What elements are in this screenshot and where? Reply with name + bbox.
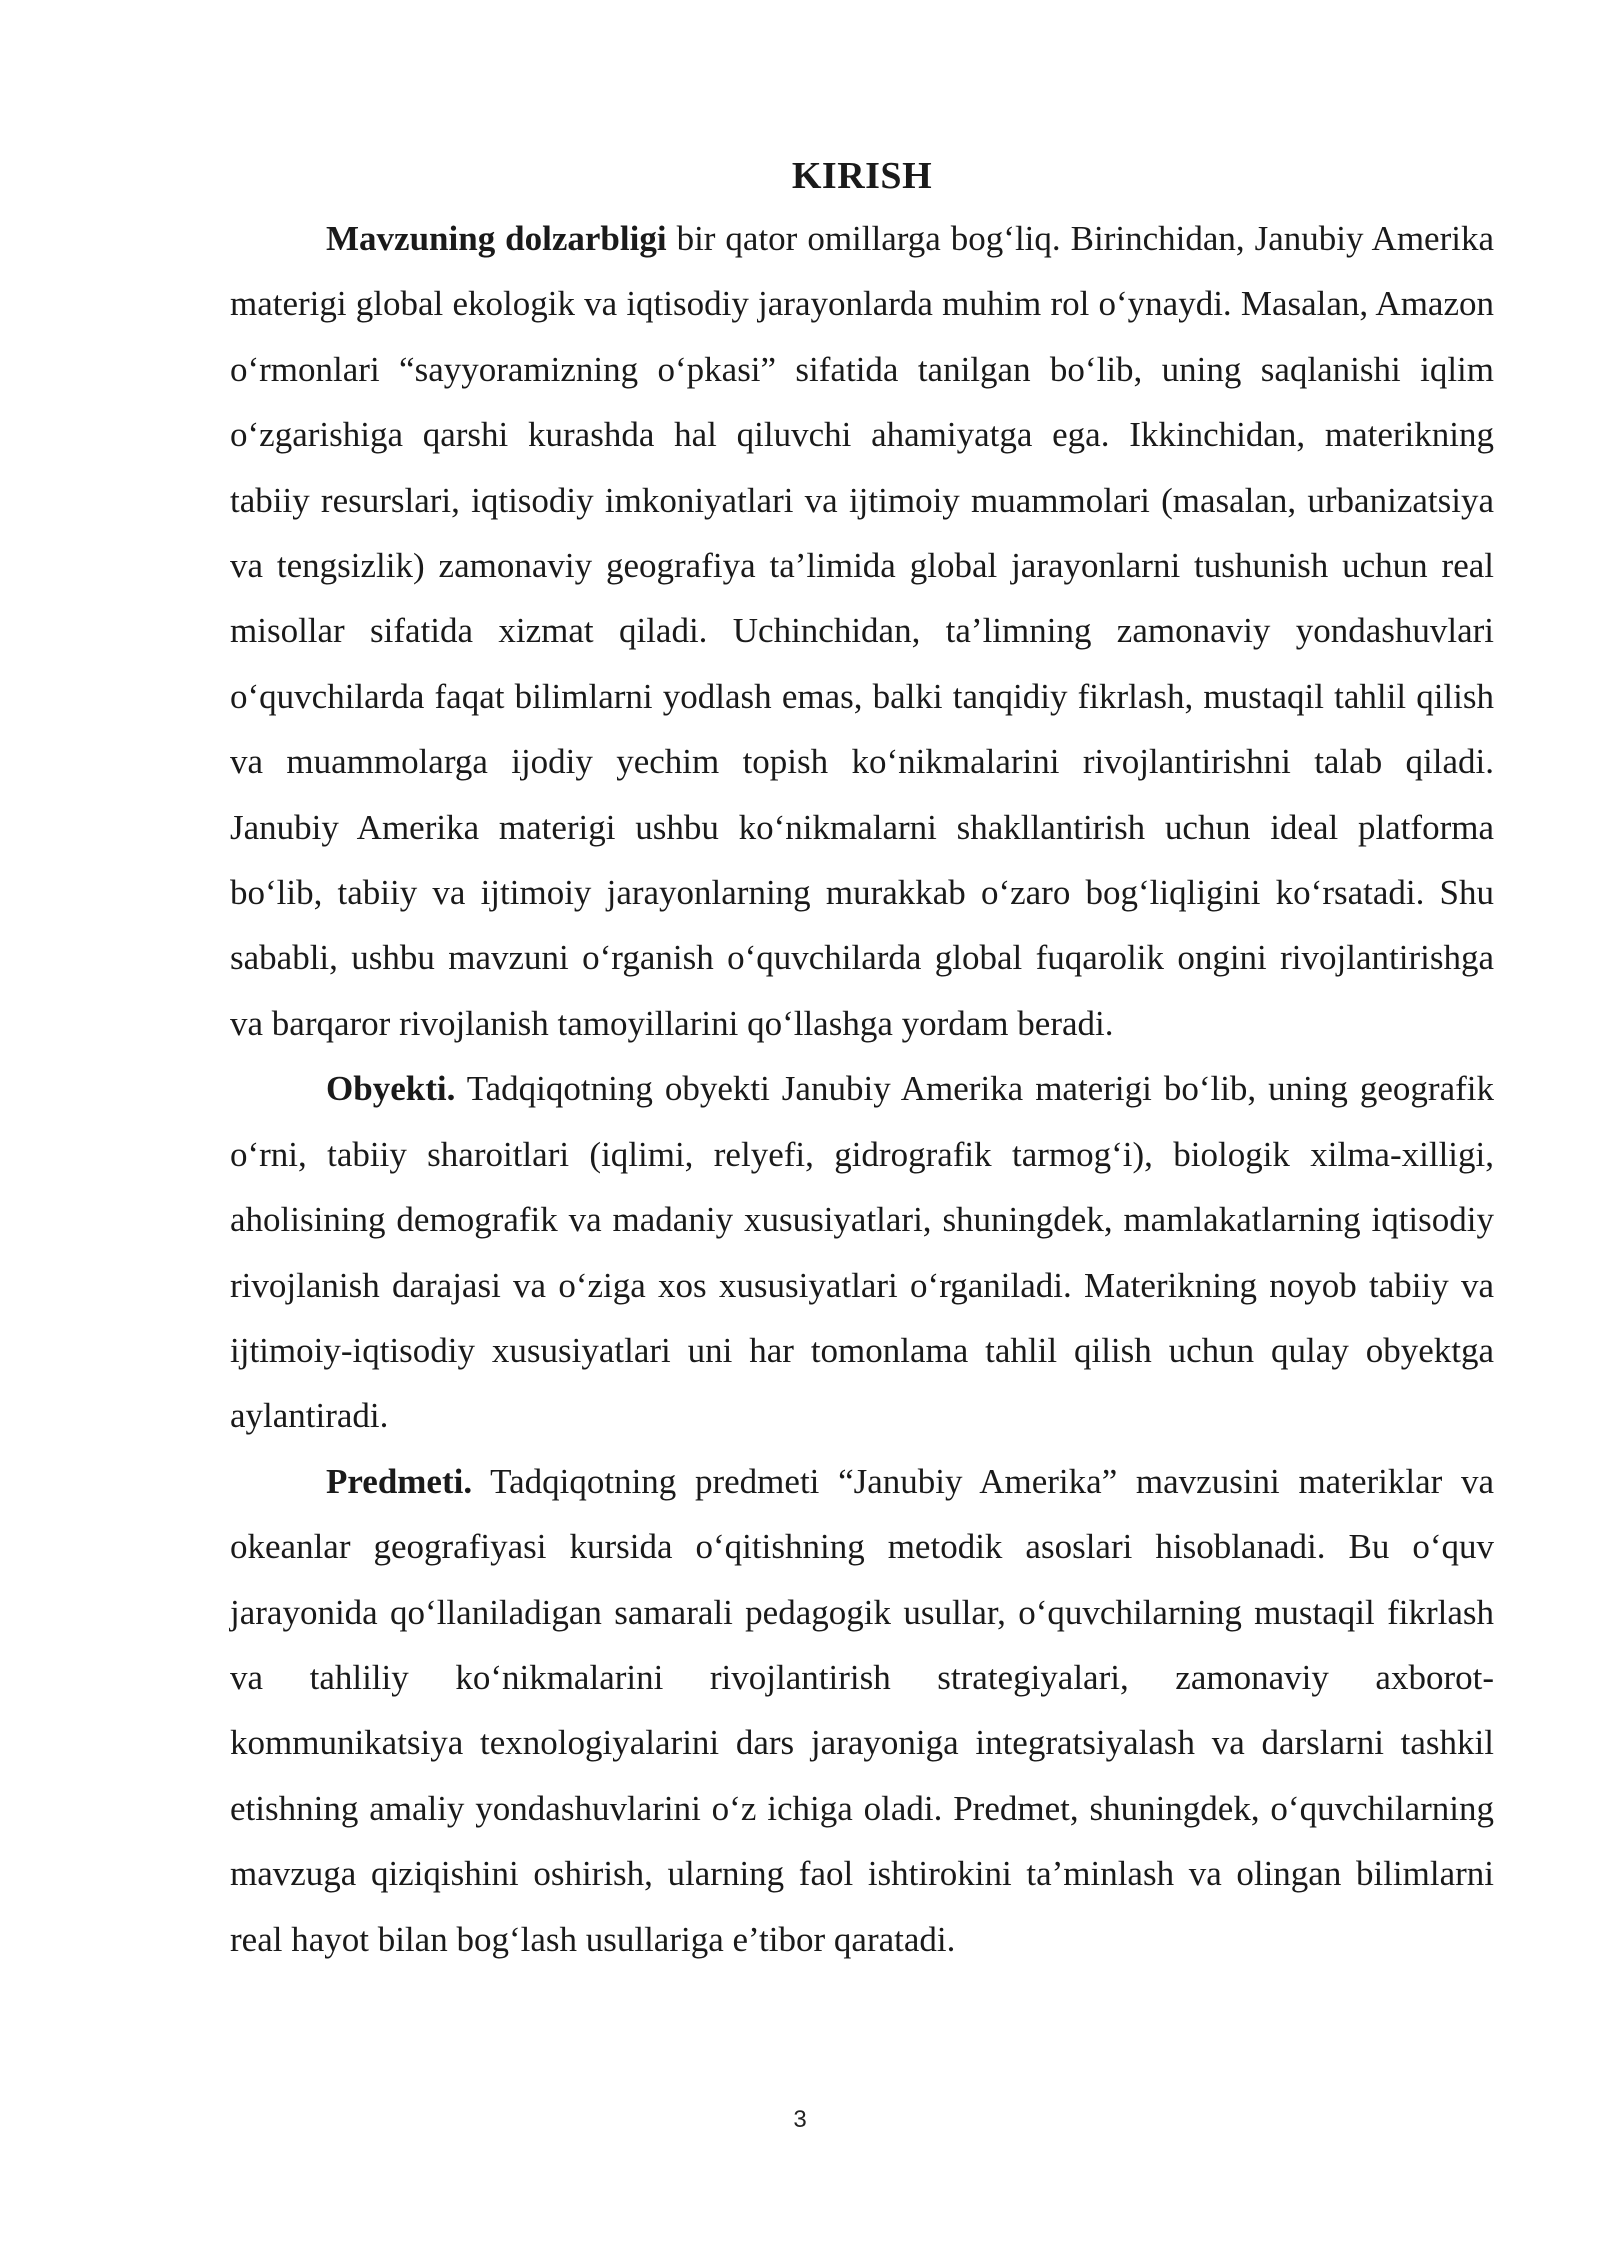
paragraph-lead-subject: Predmeti.: [326, 1461, 473, 1501]
page-content: [230, 148, 1494, 1972]
paragraph-body-subject: Tadqiqotning predmeti “Janubiy Amerika” mavzusini materiklar va okeanlar geografiyasi kursida o‘qitishning metodik asoslari hisoblanadi. Bu o‘quv jarayonida qo‘llaniladigan samarali pedagogik usullar, o‘quvchilarning mustaqil fikrlash va tahliliy ko‘nikmalarini rivojlantirish strategiyalari, zamonaviy axborot-kommunikatsiya texnologiyalarini dars jarayoniga integratsiyalash va darslarni tashkil etishning amaliy yondashuvlarini o‘z ichiga oladi. Predmet, shuningdek, o‘quvchilarning mavzuga qiziqishini oshirish, ularning faol ishtirokini ta’minlash va olingan bilimlarni real hayot bilan bog‘lash usullariga e’tibor qaratadi.: [230, 1461, 1494, 1959]
paragraph-lead-relevance: Mavzuning dolzarbligi: [326, 219, 667, 258]
paragraph-body-relevance: bir qator omillarga bog‘liq. Birinchidan, Janubiy Amerika materigi global ekologik va iqtisodiy jarayonlarda muhim rol o‘ynaydi. Masalan, Amazon o‘rmonlari “sayyoramizning o‘pkasi” sifatida tanilgan bo‘lib, uning saqlanishi iqlim o‘zgarishiga qarshi kurashda hal qiluvchi ahamiyatga ega. Ikkinchidan, materikning tabiiy resurslari, iqtisodiy imkoniyatlari va ijtimoiy muammolari (masalan, urbanizatsiya va tengsizlik) zamonaviy geografiya ta’limida global jarayonlarni tushunish uchun real misollar sifatida xizmat qiladi. Uchinchidan, ta’limning zamonaviy yondashuvlari o‘quvchilarda faqat bilimlarni yodlash emas, balki tanqidiy fikrlash, mustaqil tahlil qilish va muammolarga ijodiy yechim topish ko‘nikmalarini rivojlantirishni talab qiladi. Janubiy Amerika materigi ushbu ko‘nikmalarni shakllantirish uchun ideal platforma bo‘lib, tabiiy va ijtimoiy jarayonlarning murakkab o‘zaro bog‘liqligini ko‘rsatadi. Shu sababli, ushbu mavzuni o‘rganish o‘quvchilarda global fuqarolik ongini rivojlantirishga va barqaror rivojlanish tamoyillarini qo‘llashga yordam beradi.: [230, 219, 1494, 1043]
section-title: KIRISH: [791, 155, 933, 197]
paragraph-subject: [230, 1449, 1494, 1972]
paragraph-object: [230, 1056, 1494, 1448]
page-number: 3: [793, 2106, 807, 2133]
paragraph-relevance: [230, 206, 1494, 1056]
paragraph-lead-object: Obyekti.: [326, 1069, 456, 1109]
paragraph-body-object: Tadqiqotning obyekti Janubiy Amerika materigi bo‘lib, uning geografik o‘rni, tabiiy sharoitlari (iqlimi, relyefi, gidrografik tarmog‘i), biologik xilma-xilligi, aholisining demografik va madaniy xususiyatlari, shuningdek, mamlakatlarning iqtisodiy rivojlanish darajasi va o‘ziga xos xususiyatlari o‘rganiladi. Materikning noyob tabiiy va ijtimoiy-iqtisodiy xususiyatlari uni har tomonlama tahlil qilish uchun qulay obyektga aylantiradi.: [230, 1069, 1494, 1436]
